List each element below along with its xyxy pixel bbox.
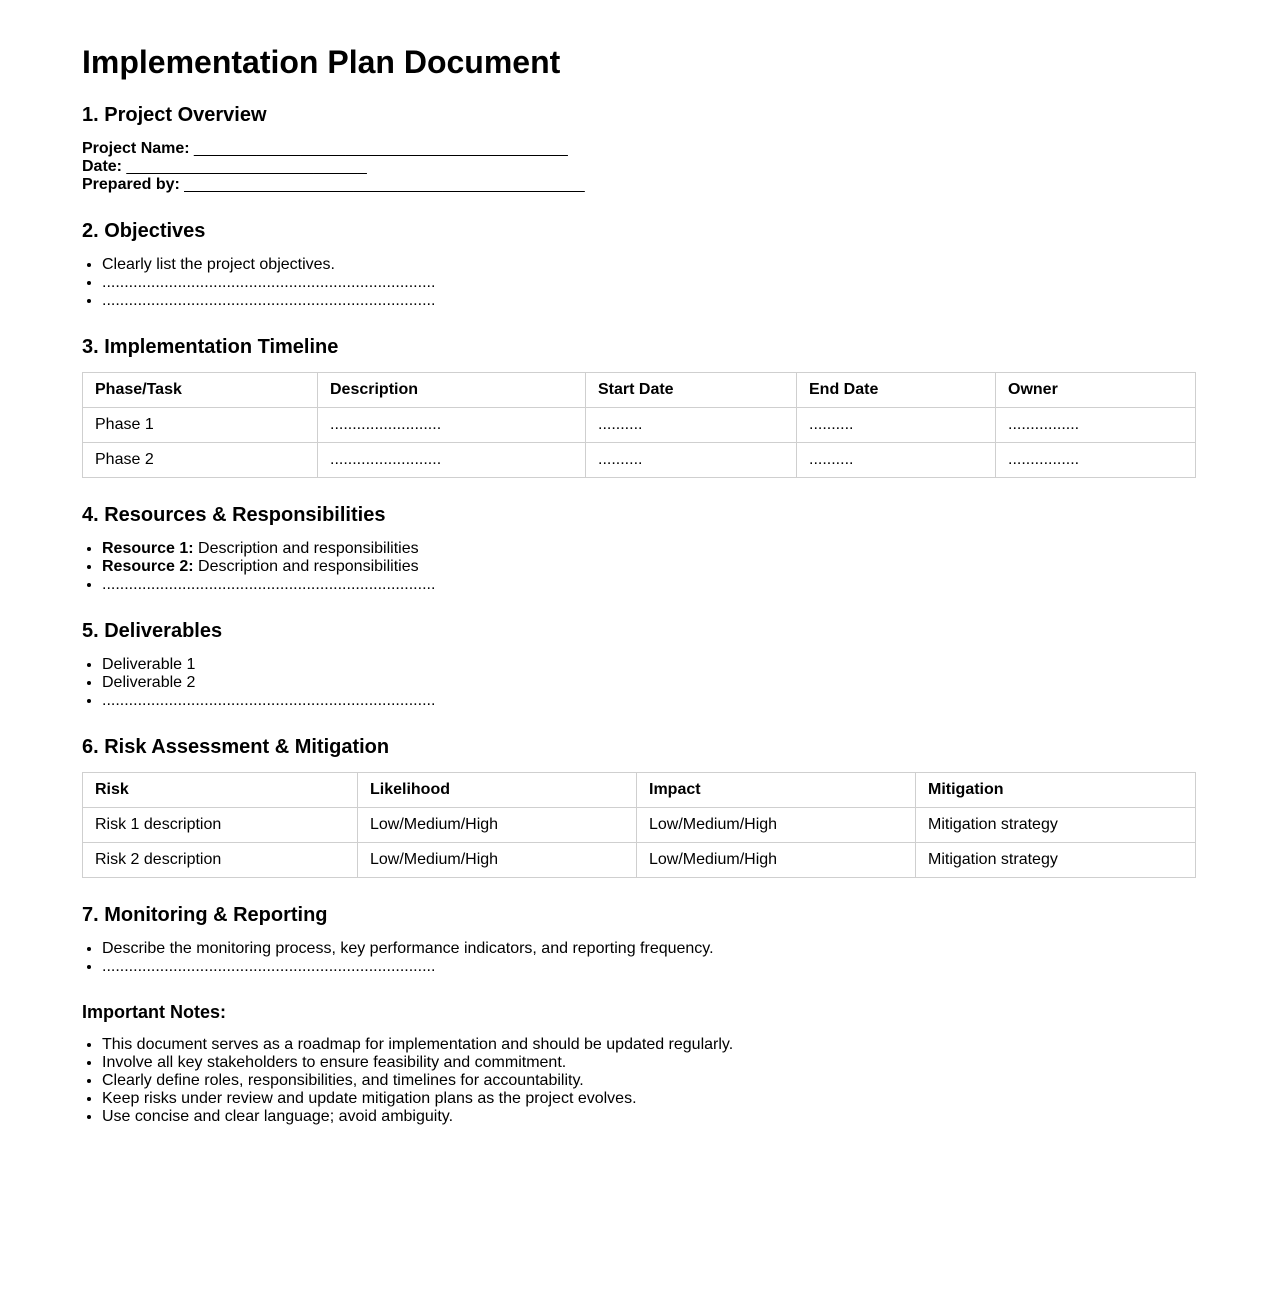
document-title: Implementation Plan Document	[82, 44, 561, 80]
column-header: End Date	[797, 373, 996, 408]
list-item	[102, 558, 1196, 576]
table-cell: Risk 2 description	[83, 843, 358, 878]
resources-list	[82, 540, 1196, 594]
column-header: Start Date	[586, 373, 797, 408]
list-item: • This document serves as a roadmap for implementation and should be updated regularly.	[102, 1036, 1196, 1054]
list-item: • ...........................................................................	[102, 692, 1196, 710]
column-header: Description	[318, 373, 586, 408]
table-cell: Phase 2	[83, 443, 318, 478]
section-monitoring	[82, 904, 1196, 976]
prepared-by-label: Prepared by:	[82, 176, 180, 193]
table-row	[83, 408, 1196, 443]
table-cell: .........................	[318, 408, 586, 443]
column-header: Mitigation	[916, 773, 1196, 808]
table-header-row	[83, 373, 1196, 408]
notes-list	[82, 1036, 1196, 1126]
section-heading: 4. Resources & Responsibilities	[82, 504, 386, 526]
table-cell: Risk 1 description	[83, 808, 358, 843]
list-item: • Involve all key stakeholders to ensure feasibility and commitment.	[102, 1054, 1196, 1072]
column-header: Risk	[83, 773, 358, 808]
project-name-blank[interactable]: __________________________________________	[189, 140, 568, 157]
notes-heading: Important Notes:	[82, 1002, 226, 1022]
resource-label: Resource 1:	[102, 540, 194, 557]
table-cell: Low/Medium/High	[358, 843, 637, 878]
list-item: • Deliverable 2	[102, 674, 1196, 692]
project-name-field	[82, 140, 1196, 158]
column-header: Owner	[996, 373, 1196, 408]
table-cell: ................	[996, 443, 1196, 478]
section-resources	[82, 504, 1196, 594]
column-header: Phase/Task	[83, 373, 318, 408]
date-blank[interactable]: ___________________________	[122, 158, 367, 175]
section-risks	[82, 736, 1196, 878]
resource-text: ...........................................................................	[102, 576, 436, 593]
list-item: • Describe the monitoring process, key performance indicators, and reporting frequency.	[102, 940, 1196, 958]
section-heading: 2. Objectives	[82, 220, 206, 242]
list-item: • Deliverable 1	[102, 656, 1196, 674]
resource-label: Resource 2:	[102, 558, 194, 575]
table-cell: Phase 1	[83, 408, 318, 443]
resource-text: Description and responsibilities	[193, 558, 419, 575]
table-cell: ................	[996, 408, 1196, 443]
section-heading: 5. Deliverables	[82, 620, 223, 642]
section-heading: 1. Project Overview	[82, 104, 267, 126]
section-important-notes	[82, 1002, 1196, 1126]
prepared-by-field	[82, 176, 1196, 194]
table-row	[83, 808, 1196, 843]
section-deliverables	[82, 620, 1196, 710]
monitoring-list	[82, 940, 1196, 976]
section-heading: 3. Implementation Timeline	[82, 336, 339, 358]
section-project-overview	[82, 104, 1196, 194]
column-header: Impact	[637, 773, 916, 808]
column-header: Likelihood	[358, 773, 637, 808]
list-item: • Clearly define roles, responsibilities, and timelines for accountability.	[102, 1072, 1196, 1090]
table-header-row	[83, 773, 1196, 808]
list-item: • ...........................................................................	[102, 274, 1196, 292]
table-cell: ..........	[586, 443, 797, 478]
table-cell: ..........	[797, 443, 996, 478]
risk-table	[82, 772, 1196, 878]
list-item: • ...........................................................................	[102, 958, 1196, 976]
prepared-by-blank[interactable]: _____________________________________________	[179, 176, 585, 193]
resource-text: Description and responsibilities	[193, 540, 419, 557]
table-cell: Mitigation strategy	[916, 808, 1196, 843]
list-item: • Use concise and clear language; avoid ambiguity.	[102, 1108, 1196, 1126]
list-item	[102, 576, 1196, 594]
project-name-label: Project Name:	[82, 140, 190, 157]
section-heading: 7. Monitoring & Reporting	[82, 904, 328, 926]
section-heading: 6. Risk Assessment & Mitigation	[82, 736, 390, 758]
table-cell: ..........	[797, 408, 996, 443]
list-item: • Clearly list the project objectives.	[102, 256, 1196, 274]
list-item: • Keep risks under review and update mitigation plans as the project evolves.	[102, 1090, 1196, 1108]
section-timeline	[82, 336, 1196, 478]
objectives-list	[82, 256, 1196, 310]
deliverables-list	[82, 656, 1196, 710]
list-item: • ...........................................................................	[102, 292, 1196, 310]
table-cell: Low/Medium/High	[358, 808, 637, 843]
date-field	[82, 158, 1196, 176]
table-cell: Low/Medium/High	[637, 808, 916, 843]
table-cell: .........................	[318, 443, 586, 478]
list-item	[102, 540, 1196, 558]
date-label: Date:	[82, 158, 123, 175]
table-row	[83, 443, 1196, 478]
section-objectives	[82, 220, 1196, 310]
timeline-table	[82, 372, 1196, 478]
table-cell: ..........	[586, 408, 797, 443]
table-cell: Mitigation strategy	[916, 843, 1196, 878]
table-cell: Low/Medium/High	[637, 843, 916, 878]
table-row	[83, 843, 1196, 878]
